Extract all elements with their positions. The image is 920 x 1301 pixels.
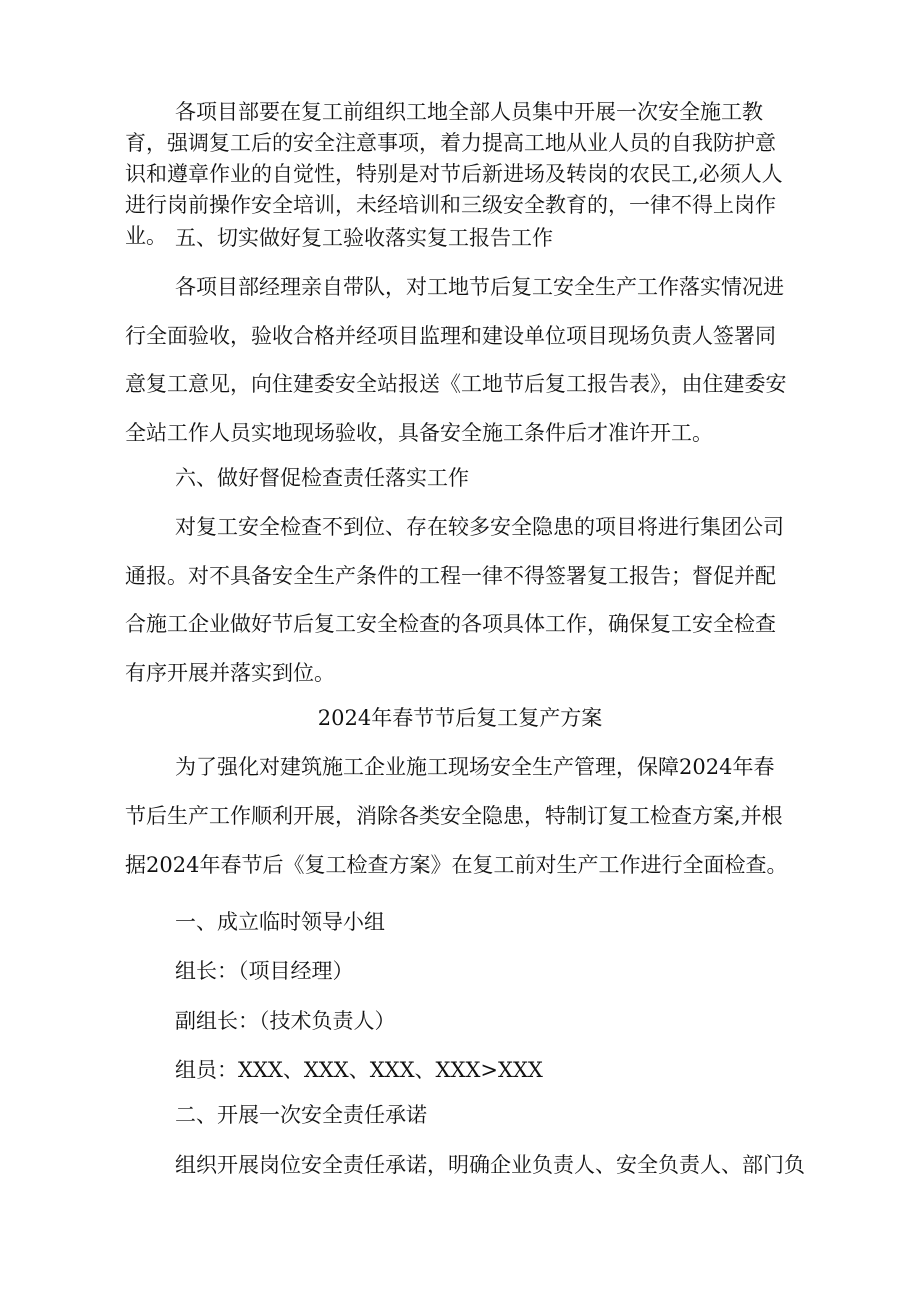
- heading-section-2: 二、开展一次安全责任承诺: [175, 1103, 427, 1127]
- paragraph-acceptance: 各项目部经理亲自带队，对工地节后复工安全生产工作落实情况进行全面验收，验收合格并经项目监理和建设单位项目现场负责人签署同意复工意见，向住建委安全站报送《工地节后复工报告表》，由住建委安全站工作人员实地现场验收，具备安全施工条件后才准许开工。: [125, 275, 787, 445]
- members-line: 组员：XXX、XXX、XXX、XXX>XXX: [175, 1058, 543, 1082]
- heading-section-5: 五、切实做好复工验收落实复工报告工作: [175, 226, 553, 250]
- intro-paragraph: 为了强化对建筑施工企业施工现场安全生产管理，保障2024年春节后生产工作顺利开展，消除各类安全隐患，特制订复工检查方案,并根据2024年春节后《复工检查方案》在复工前对生产工作进行全面检查。: [125, 755, 788, 877]
- heading-section-1: 一、成立临时领导小组: [175, 910, 385, 934]
- plan-title: 2024年春节节后复工复产方案: [317, 706, 603, 730]
- deputy-leader-line: 副组长：（技术负责人）: [175, 1009, 396, 1033]
- leader-line: 组长：（项目经理）: [175, 959, 354, 983]
- heading-section-6: 六、做好督促检查责任落实工作: [175, 466, 469, 490]
- paragraph-safety-education: 各项目部要在复工前组织工地全部人员集中开展一次安全施工教育，强调复工后的安全注意事项，着力提高工地从业人员的自我防护意识和遵章作业的自觉性，特别是对节后新进场及转岗的农民工,必须人人进行岗前操作安全培训，未经培训和三级安全教育的，一律不得上岗作业。: [125, 100, 783, 248]
- paragraph-inspection: 对复工安全检查不到位、存在较多安全隐患的项目将进行集团公司通报。对不具备安全生产条件的工程一律不得签署复工报告；督促并配合施工企业做好节后复工安全检查的各项具体工作，确保复工安全检查有序开展并落实到位。: [125, 515, 784, 685]
- final-paragraph: 组织开展岗位安全责任承诺，明确企业负责人、安全负责人、部门负: [175, 1153, 805, 1177]
